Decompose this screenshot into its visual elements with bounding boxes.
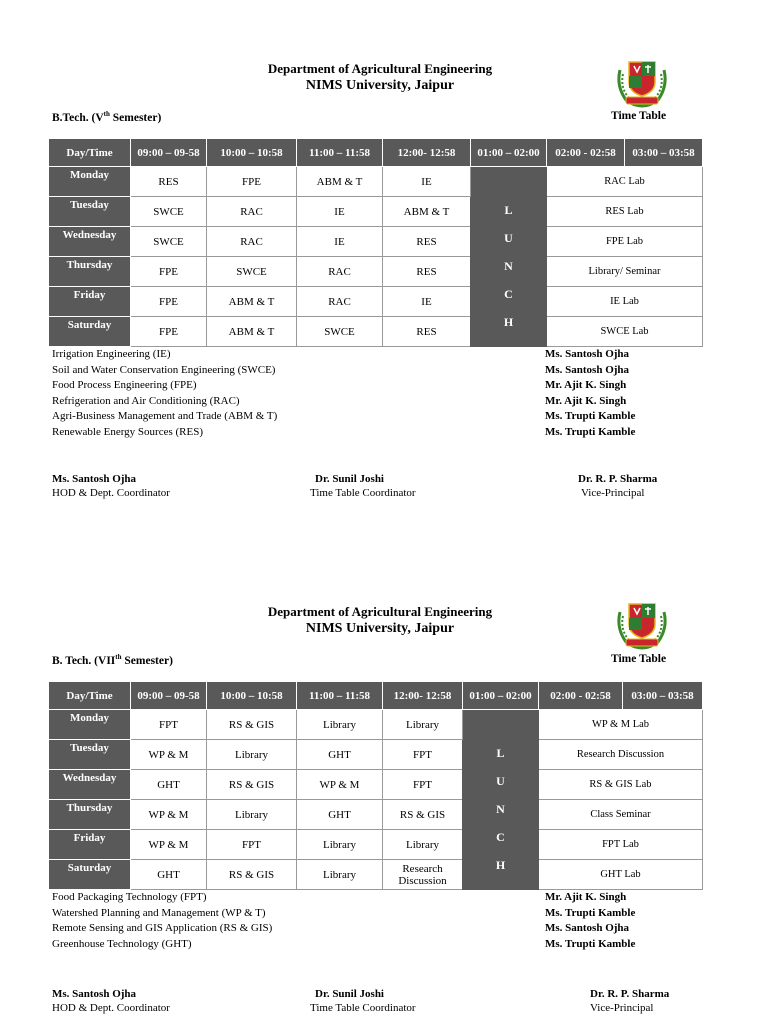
table-row bbox=[49, 167, 703, 197]
teacher-name: Ms. Trupti Kamble bbox=[545, 410, 636, 422]
table-row bbox=[49, 800, 703, 830]
subject-item: Watershed Planning and Management (WP & T) bbox=[52, 906, 266, 919]
table-row bbox=[49, 860, 703, 890]
teacher-name: Ms. Trupti Kamble bbox=[545, 906, 636, 919]
class-cell: Library bbox=[297, 860, 383, 890]
time-slot-header: 03:00 – 03:58 bbox=[623, 682, 703, 710]
teacher-name: Ms. Trupti Kamble bbox=[545, 425, 636, 438]
lunch-break-cell bbox=[463, 710, 539, 890]
class-cell: WP & M bbox=[131, 740, 207, 770]
department-heading: Department of Agricultural Engineering bbox=[267, 604, 493, 619]
timetable-grid bbox=[48, 681, 703, 890]
class-cell: IE bbox=[297, 227, 383, 257]
day-time-header: Day/Time bbox=[49, 139, 131, 167]
class-cell: SWCE bbox=[207, 257, 297, 287]
class-cell: RS & GIS bbox=[383, 800, 463, 830]
day-cell: Monday bbox=[49, 167, 131, 197]
lab-cell: RAC Lab bbox=[547, 167, 703, 197]
teacher-name: Mr. Ajit K. Singh bbox=[545, 394, 627, 407]
table-row bbox=[49, 287, 703, 317]
class-cell: FPE bbox=[207, 167, 297, 197]
timetable-grid bbox=[48, 138, 703, 347]
subject-item: Food Process Engineering (FPE) bbox=[52, 379, 197, 391]
day-cell: Tuesday bbox=[49, 740, 131, 770]
table-row bbox=[49, 317, 703, 347]
class-cell: RS & GIS bbox=[207, 770, 297, 800]
signature-vice-principal: Dr. R. P. Sharma Vice-Principal bbox=[590, 988, 670, 1014]
table-row bbox=[49, 770, 703, 800]
lunch-letter: L bbox=[504, 202, 513, 217]
teacher-name: Ms. Santosh Ojha bbox=[545, 363, 630, 376]
class-cell: ABM & T bbox=[207, 287, 297, 317]
class-cell: FPT bbox=[207, 830, 297, 860]
time-slot-header: 01:00 – 02:00 bbox=[471, 139, 547, 167]
subject-item: Agri-Business Management and Trade (ABM & T) bbox=[52, 410, 278, 422]
class-cell: SWCE bbox=[131, 197, 207, 227]
lunch-letters bbox=[463, 721, 538, 879]
nims-university-crest-icon bbox=[612, 56, 672, 108]
class-cell: FPT bbox=[383, 770, 463, 800]
class-cell: Library bbox=[297, 710, 383, 740]
day-time-header: Day/Time bbox=[49, 682, 131, 710]
time-slot-header: 10:00 – 10:58 bbox=[207, 682, 297, 710]
signature-vice-principal: Dr. R. P. Sharma Vice-Principal bbox=[578, 473, 658, 499]
table-row bbox=[49, 227, 703, 257]
teacher-list bbox=[545, 347, 635, 440]
day-cell: Tuesday bbox=[49, 197, 131, 227]
subject-list bbox=[52, 890, 272, 952]
semester-label: B. Tech. (VIIth Semester) bbox=[52, 653, 173, 667]
nims-university-crest-icon bbox=[612, 598, 672, 650]
class-cell: GHT bbox=[297, 800, 383, 830]
university-heading: NIMS University, Jaipur bbox=[305, 78, 455, 93]
lunch-letter: C bbox=[496, 829, 505, 844]
teacher-list bbox=[545, 890, 635, 952]
lunch-letter: L bbox=[496, 745, 505, 760]
lunch-letter: N bbox=[504, 258, 513, 273]
class-cell: ABM & T bbox=[207, 317, 297, 347]
lab-cell: IE Lab bbox=[547, 287, 703, 317]
table-row bbox=[49, 257, 703, 287]
class-cell: WP & M bbox=[131, 830, 207, 860]
day-cell: Saturday bbox=[49, 860, 131, 890]
table-row bbox=[49, 830, 703, 860]
subject-item: Soil and Water Conservation Engineering (SWCE) bbox=[52, 363, 276, 376]
subject-list bbox=[52, 347, 277, 440]
signature-hod: Ms. Santosh Ojha HOD & Dept. Coordinator bbox=[52, 473, 170, 499]
class-cell: GHT bbox=[297, 740, 383, 770]
time-slot-header: 03:00 – 03:58 bbox=[625, 139, 703, 167]
time-slot-header: 09:00 – 09-58 bbox=[131, 139, 207, 167]
lunch-letter: U bbox=[504, 230, 513, 245]
time-table-label: Time Table bbox=[611, 653, 667, 665]
class-cell: RES bbox=[383, 257, 471, 287]
class-cell: SWCE bbox=[297, 317, 383, 347]
header-row bbox=[49, 139, 703, 167]
lab-cell: Research Discussion bbox=[539, 740, 703, 770]
class-cell: RAC bbox=[207, 227, 297, 257]
class-cell: RAC bbox=[207, 197, 297, 227]
time-slot-header: 12:00- 12:58 bbox=[383, 682, 463, 710]
university-heading: NIMS University, Jaipur bbox=[305, 621, 455, 636]
lab-cell: SWCE Lab bbox=[547, 317, 703, 347]
day-cell: Saturday bbox=[49, 317, 131, 347]
signature-coordinator: Dr. Sunil Joshi Time Table Coordinator bbox=[310, 473, 416, 499]
subject-item: Refrigeration and Air Conditioning (RAC) bbox=[52, 394, 240, 407]
class-cell: WP & M bbox=[131, 800, 207, 830]
lab-cell: WP & M Lab bbox=[539, 710, 703, 740]
teacher-name: Ms. Trupti Kamble bbox=[545, 937, 636, 950]
class-cell: GHT bbox=[131, 770, 207, 800]
subject-item: Food Packaging Technology (FPT) bbox=[52, 891, 207, 903]
table-row bbox=[49, 740, 703, 770]
time-slot-header: 10:00 – 10:58 bbox=[207, 139, 297, 167]
class-cell: ABM & T bbox=[383, 197, 471, 227]
day-cell: Friday bbox=[49, 830, 131, 860]
class-cell: SWCE bbox=[131, 227, 207, 257]
subject-item: Greenhouse Technology (GHT) bbox=[52, 937, 192, 950]
day-cell: Thursday bbox=[49, 800, 131, 830]
class-cell: Library bbox=[207, 800, 297, 830]
time-slot-header: 02:00 - 02:58 bbox=[547, 139, 625, 167]
time-slot-header: 09:00 – 09-58 bbox=[131, 682, 207, 710]
signature-hod: Ms. Santosh Ojha HOD & Dept. Coordinator bbox=[52, 988, 170, 1014]
teacher-name: Mr. Ajit K. Singh bbox=[545, 379, 627, 391]
day-cell: Wednesday bbox=[49, 227, 131, 257]
class-cell: RES bbox=[383, 317, 471, 347]
semester-label: B.Tech. (Vth Semester) bbox=[52, 110, 162, 124]
class-cell: RES bbox=[131, 167, 207, 197]
page-title bbox=[200, 603, 560, 637]
day-cell: Thursday bbox=[49, 257, 131, 287]
class-cell: Library bbox=[383, 830, 463, 860]
teacher-name: Ms. Santosh Ojha bbox=[545, 348, 630, 360]
lab-cell: Class Seminar bbox=[539, 800, 703, 830]
page-title bbox=[200, 60, 560, 94]
class-cell: GHT bbox=[131, 860, 207, 890]
lab-cell: RES Lab bbox=[547, 197, 703, 227]
class-cell: IE bbox=[383, 167, 471, 197]
class-cell: IE bbox=[297, 197, 383, 227]
class-cell: RS & GIS bbox=[207, 710, 297, 740]
day-cell: Wednesday bbox=[49, 770, 131, 800]
lunch-letter: H bbox=[495, 857, 506, 872]
subject-item: Irrigation Engineering (IE) bbox=[52, 348, 171, 360]
table-row bbox=[49, 197, 703, 227]
time-slot-header: 11:00 – 11:58 bbox=[297, 139, 383, 167]
department-heading: Department of Agricultural Engineering bbox=[267, 61, 493, 76]
class-cell: FPT bbox=[383, 740, 463, 770]
lunch-letter: H bbox=[503, 314, 514, 329]
time-table-label: Time Table bbox=[611, 110, 667, 122]
lunch-letter: C bbox=[504, 286, 513, 301]
teacher-name: Ms. Santosh Ojha bbox=[545, 922, 630, 934]
class-cell: RS & GIS bbox=[207, 860, 297, 890]
class-cell: FPT bbox=[131, 710, 207, 740]
class-cell: Library bbox=[297, 830, 383, 860]
subject-item: Renewable Energy Sources (RES) bbox=[52, 425, 204, 438]
class-cell: Library bbox=[383, 710, 463, 740]
lab-cell: RS & GIS Lab bbox=[539, 770, 703, 800]
class-cell: WP & M bbox=[297, 770, 383, 800]
class-cell: RAC bbox=[297, 287, 383, 317]
signature-coordinator: Dr. Sunil Joshi Time Table Coordinator bbox=[310, 988, 416, 1014]
lunch-letters bbox=[471, 178, 546, 336]
lab-cell: FPE Lab bbox=[547, 227, 703, 257]
subject-item: Remote Sensing and GIS Application (RS & GIS) bbox=[52, 922, 273, 934]
time-slot-header: 01:00 – 02:00 bbox=[463, 682, 539, 710]
day-cell: Monday bbox=[49, 710, 131, 740]
class-cell: RAC bbox=[297, 257, 383, 287]
class-cell: Library bbox=[207, 740, 297, 770]
class-cell: RES bbox=[383, 227, 471, 257]
teacher-name: Mr. Ajit K. Singh bbox=[545, 891, 627, 903]
time-slot-header: 11:00 – 11:58 bbox=[297, 682, 383, 710]
lab-cell: Library/ Seminar bbox=[547, 257, 703, 287]
class-cell: ABM & T bbox=[297, 167, 383, 197]
lunch-letter: U bbox=[496, 773, 505, 788]
time-slot-header: 12:00- 12:58 bbox=[383, 139, 471, 167]
header-row bbox=[49, 682, 703, 710]
time-slot-header: 02:00 - 02:58 bbox=[539, 682, 623, 710]
lunch-break-cell bbox=[471, 167, 547, 347]
class-cell: FPE bbox=[131, 287, 207, 317]
day-cell: Friday bbox=[49, 287, 131, 317]
lunch-letter: N bbox=[496, 801, 505, 816]
class-cell: FPE bbox=[131, 317, 207, 347]
class-cell: Research Discussion bbox=[383, 860, 463, 890]
class-cell: IE bbox=[383, 287, 471, 317]
class-cell: FPE bbox=[131, 257, 207, 287]
table-row bbox=[49, 710, 703, 740]
lab-cell: GHT Lab bbox=[539, 860, 703, 890]
lab-cell: FPT Lab bbox=[539, 830, 703, 860]
